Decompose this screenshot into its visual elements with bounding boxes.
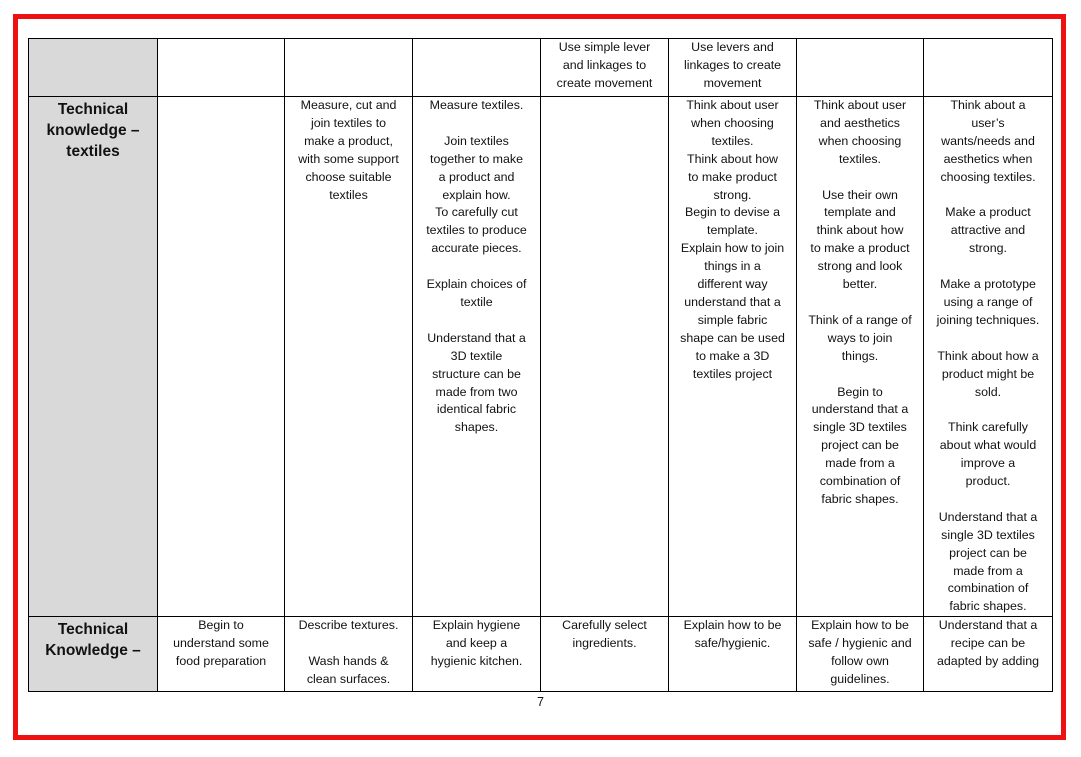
table-cell [158,39,285,97]
table-cell [413,39,541,97]
table-cell [285,39,413,97]
table-cell: Use simple lever and linkages to create movement [541,39,669,97]
table-row [29,39,1053,97]
table-cell: Explain how to be safe / hygienic and follow own guidelines. [797,617,924,692]
table-cell: Measure, cut and join textiles to make a product, with some support choose suitable textiles [285,97,413,617]
table-cell: Explain how to be safe/hygienic. [669,617,797,692]
page-number: 7 [537,695,544,709]
table-cell: Use levers and linkages to create movement [669,39,797,97]
curriculum-table [28,38,1053,692]
table-cell [541,97,669,617]
table-cell: Begin to understand some food preparation [158,617,285,692]
table-cell: Measure textiles. Join textiles together to make a product and explain how. To carefully cut textiles to produce accurate pieces. Explain choices of textile Understand that a 3D textile structure can be made from two identical fabric shapes. [413,97,541,617]
table-cell: Think about user when choosing textiles. Think about how to make product strong. Begin to devise a template. Explain how to join things in a different way understand that a simple fabric shape can be used to make a 3D textiles project [669,97,797,617]
table-cell: Describe textures. Wash hands & clean surfaces. [285,617,413,692]
row-header [29,39,158,97]
table-cell: Think about a user’s wants/needs and aesthetics when choosing textiles. Make a product attractive and strong. Make a prototype using a range of joining techniques. Think about how a product might be sold. Think carefully about what would improve a product. Understand that a single 3D textiles project can be made from a combination of fabric shapes. [924,97,1053,617]
table-row [29,617,1053,692]
table-row [29,97,1053,617]
table-cell: Understand that a recipe can be adapted by adding [924,617,1053,692]
row-header: Technical Knowledge – [29,617,158,692]
table-cell [924,39,1053,97]
table-cell: Think about user and aesthetics when choosing textiles. Use their own template and think about how to make a product strong and look better. Think of a range of ways to join things. Begin to understand that a single 3D textiles project can be made from a combination of fabric shapes. [797,97,924,617]
table-cell [158,97,285,617]
table-cell: Explain hygiene and keep a hygienic kitchen. [413,617,541,692]
row-header: Technical knowledge – textiles [29,97,158,617]
table-cell [797,39,924,97]
table-cell: Carefully select ingredients. [541,617,669,692]
